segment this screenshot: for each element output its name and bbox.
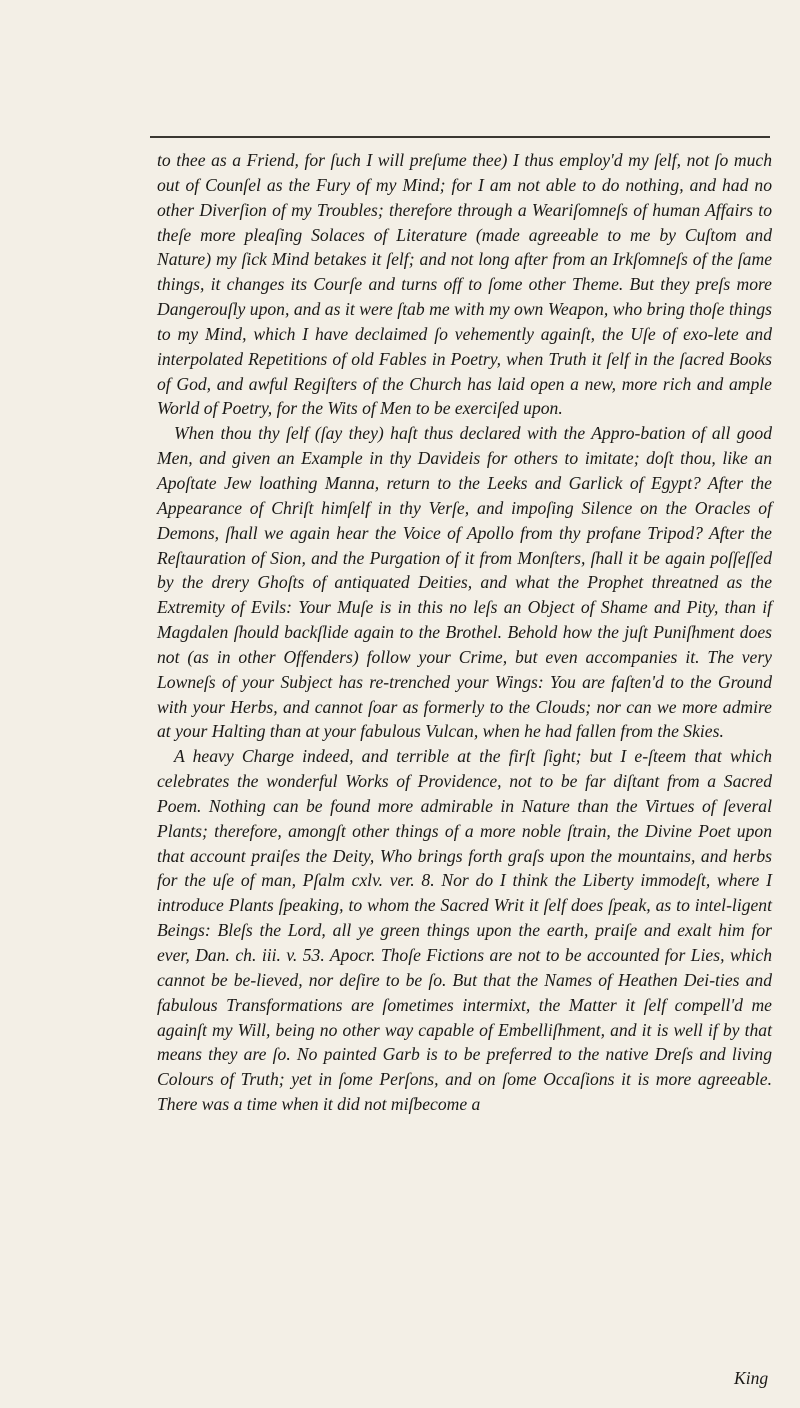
page-text <box>157 148 772 1117</box>
top-rule <box>150 136 770 138</box>
paragraph-2: When thou thy ſelf (ſay they) haſt thus declared with the Appro-bation of all good Men, and given an Example in thy Davideis for others to imitate; doſt thou, like an Apoſtate Jew loathing Manna, return to the Leeks and Garlick of Egypt? After the Appearance of Chriſt himſelf in thy Verſe, and impoſing Silence on the Oracles of Demons, ſhall we again hear the Voice of Apollo from thy profane Tripod? After the Reſtauration of Sion, and the Purgation of it from Monſters, ſhall it be again poſſeſſed by the drery Ghoſts of antiquated Deities, and what the Prophet threatned as the Extremity of Evils: Your Muſe is in this no leſs an Object of Shame and Pity, than if Magdalen ſhould backſlide again to the Brothel. Behold how the juſt Puniſhment does not (as in other Offenders) follow your Crime, but even accompanies it. The very Lowneſs of your Subject has re-trenched your Wings: You are faſten'd to the Ground with your Herbs, and cannot ſoar as formerly to the Clouds; nor can we more admire at your Halting than at your fabulous Vulcan, when he had fallen from the Skies. <box>157 423 772 742</box>
paragraph-3: A heavy Charge indeed, and terrible at the firſt ſight; but I e-ſteem that which celebrates the wonderful Works of Providence, not to be far diſtant from a Sacred Poem. Nothing can be found more admirable in Nature than the Virtues of ſeveral Plants; therefore, amongſt other things of a more noble ſtrain, the Divine Poet upon that account praiſes the Deity, Who brings forth graſs upon the mountains, and herbs for the uſe of man, Pſalm cxlv. ver. 8. Nor do I think the Liberty immodeſt, where I introduce Plants ſpeaking, to whom the Sacred Writ it ſelf does ſpeak, as to intel-ligent Beings: Bleſs the Lord, all ye green things upon the earth, praiſe and exalt him for ever, Dan. ch. iii. v. 53. Apocr. Thoſe Fictions are not to be accounted for Lies, which cannot be be-lieved, nor deſire to be ſo. But that the Names of Heathen Dei-ties and fabulous Transformations are ſometimes intermixt, the Matter it ſelf compell'd me againſt my Will, being no other way capable of Embelliſhment, and it is well if by that means they are ſo. No painted Garb is to be preferred to the native Dreſs and living Colours of Truth; yet in ſome Perſons, and on ſome Occaſions it is more agreeable. There was a time when it did not miſbecome a <box>157 746 772 1115</box>
catchword: King <box>734 1368 769 1388</box>
paragraph-1: to thee as a Friend, for ſuch I will preſume thee) I thus employ'd my ſelf, not ſo much out of Counſel as the Fury of my Mind; for I am not able to do nothing, and had no other Diverſion of my Troubles; therefore through a Weariſomneſs of human Affairs to theſe more pleaſing Solaces of Literature (made agreeable to me by Cuſtom and Nature) my ſick Mind betakes it ſelf; and not long after from an Irkſomneſs of the ſame things, it changes its Courſe and turns off to ſome other Theme. But they preſs more Dangerouſly upon, and as it were ſtab me with my own Weapon, who bring thoſe things to my Mind, which I have declaimed ſo vehemently againſt, the Uſe of exo-lete and interpolated Repetitions of old Fables in Poetry, when Truth it ſelf in the ſacred Books of God, and awful Regiſters of the Church has laid open a new, more rich and ample World of Poetry, for the Wits of Men to be exerciſed upon. <box>157 150 772 419</box>
